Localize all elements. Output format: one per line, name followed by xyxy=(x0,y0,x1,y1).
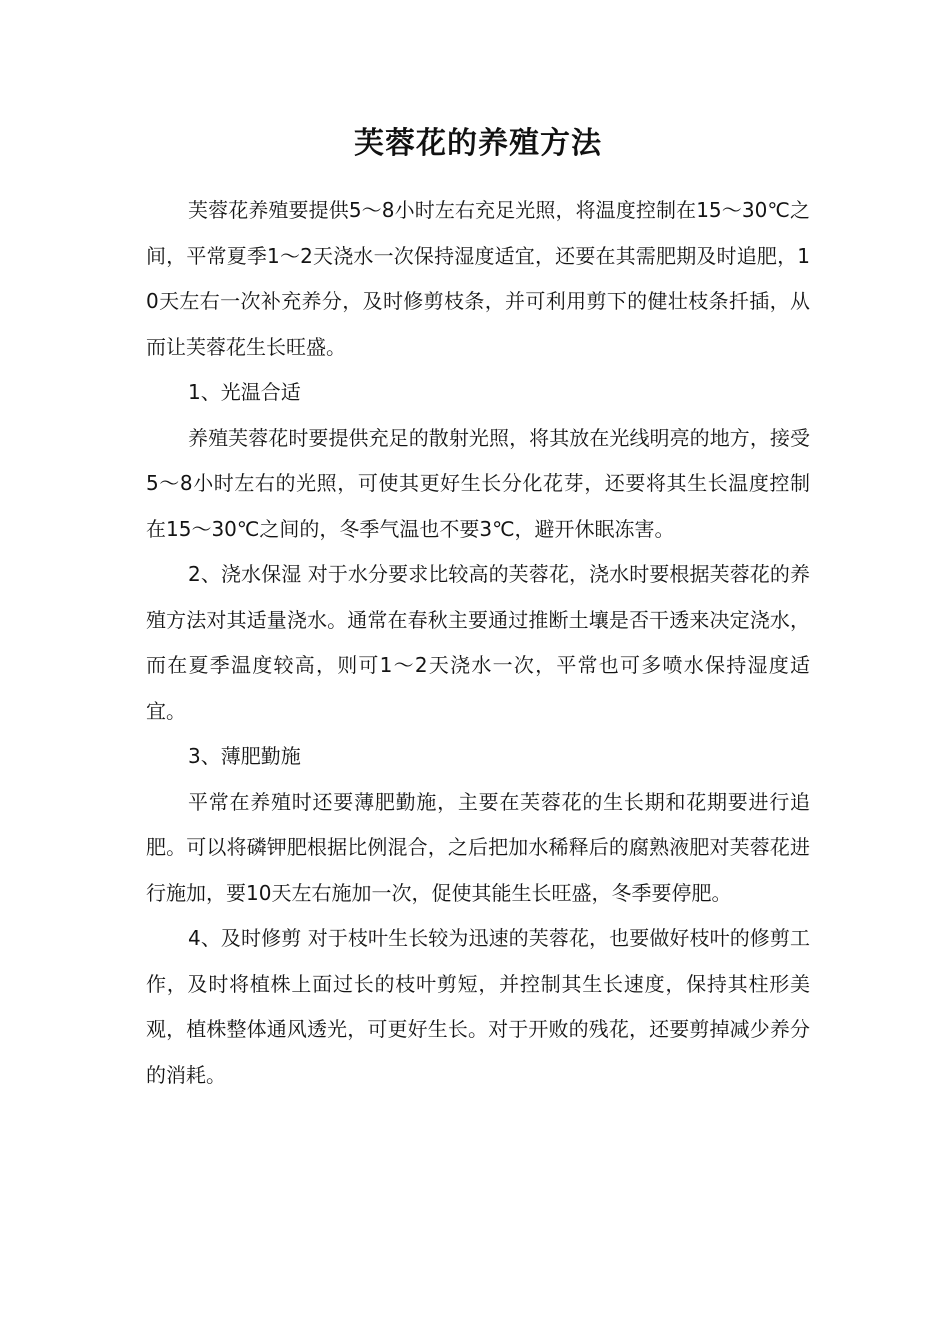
section-3-heading: 3、薄肥勤施 xyxy=(188,744,301,768)
section-2-paragraph: 2、浇水保湿 对于水分要求比较高的芙蓉花，浇水时要根据芙蓉花的养殖方法对其适量浇水。通常在春秋主要通过推断土壤是否干透来决定浇水，而在夏季温度较高，则可1～2天浇水一次，平常也可多喷水保持湿度适宜。 xyxy=(146,562,810,723)
section-4-paragraph: 4、及时修剪 对于枝叶生长较为迅速的芙蓉花，也要做好枝叶的修剪工作，及时将植株上面过长的枝叶剪短，并控制其生长速度，保持其柱形美观，植株整体通风透光，可更好生长。对于开败的残花，还要剪掉减少养分的消耗。 xyxy=(146,926,810,1087)
section-3-paragraph: 平常在养殖时还要薄肥勤施，主要在芙蓉花的生长期和花期要进行追肥。可以将磷钾肥根据比例混合，之后把加水稀释后的腐熟液肥对芙蓉花进行施加，要10天左右施加一次，促使其能生长旺盛，冬季要停肥。 xyxy=(146,789,810,905)
section-1-paragraph: 养殖芙蓉花时要提供充足的散射光照，将其放在光线明亮的地方，接受5～8小时左右的光照，可使其更好生长分化花芽，还要将其生长温度控制在15～30℃之间的，冬季气温也不要3℃，避开休眠冻害。 xyxy=(146,425,810,541)
intro-paragraph: 芙蓉花养殖要提供5～8小时左右充足光照，将温度控制在15～30℃之间，平常夏季1～2天浇水一次保持湿度适宜，还要在其需肥期及时追肥，10天左右一次补充养分，及时修剪枝条，并可利用剪下的健壮枝条扦插，从而让芙蓉花生长旺盛。 xyxy=(146,198,810,359)
section-1-heading: 1、光温合适 xyxy=(188,380,301,404)
document-body xyxy=(146,118,810,1098)
document-title: 芙蓉花的养殖方法 xyxy=(354,126,602,161)
